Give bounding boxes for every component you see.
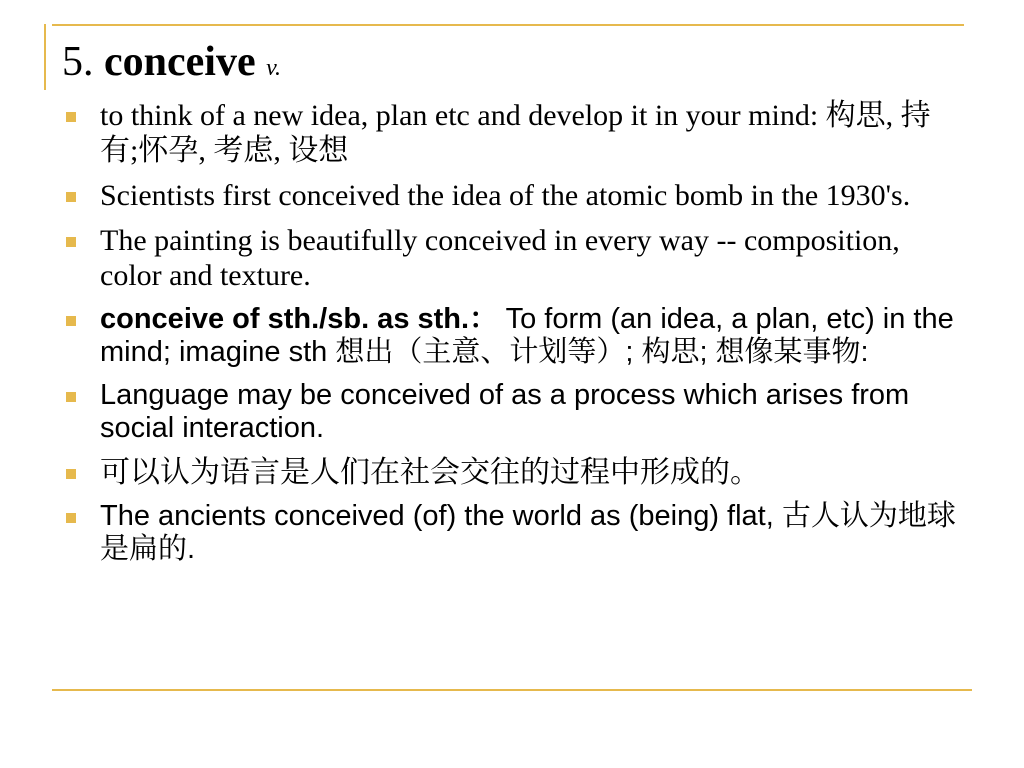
bullet-text: The ancients conceived (of) the world as (being) flat, 古人认为地球是扁的. — [100, 500, 956, 565]
square-bullet-icon — [66, 513, 76, 523]
square-bullet-icon — [66, 392, 76, 402]
bullet-example-ancients — [64, 500, 964, 566]
title-part-of-speech: v. — [266, 55, 281, 81]
bullet-definition — [64, 98, 964, 168]
bullet-text: to think of a new idea, plan etc and develop it in your mind: 构思, 持有;怀孕, 考虑, 设想 — [100, 99, 931, 167]
bullet-text: The painting is beautifully conceived in every way -- composition, color and texture. — [100, 224, 900, 292]
bullet-text: Scientists first conceived the idea of the atomic bomb in the 1930's. — [100, 179, 911, 212]
square-bullet-icon — [66, 469, 76, 479]
bullet-list — [64, 98, 964, 576]
title-word: conceive — [104, 39, 256, 85]
square-bullet-icon — [66, 316, 76, 326]
square-bullet-icon — [66, 192, 76, 202]
bullet-example-atomic-bomb — [64, 178, 964, 213]
bullet-example-painting — [64, 223, 964, 293]
bullet-text: 可以认为语言是人们在社会交往的过程中形成的。 — [100, 455, 760, 490]
bullet-phrase-conceive-of — [64, 303, 964, 369]
title-number: 5. — [62, 39, 104, 85]
top-rule — [52, 24, 964, 26]
square-bullet-icon — [66, 112, 76, 122]
bullet-text: Language may be conceived of as a process which arises from social interaction. — [100, 379, 910, 444]
bottom-rule — [52, 689, 972, 691]
left-rule — [44, 24, 46, 90]
bullet-translation-language — [64, 455, 964, 490]
bullet-example-language — [64, 379, 964, 445]
phrase-label: conceive of sth./sb. as sth.： — [100, 303, 499, 335]
slide-title — [62, 38, 281, 92]
square-bullet-icon — [66, 237, 76, 247]
bullet-text: To form (an idea, a plan, etc) in the mind; imagine sth 想出（主意、计划等）; 构思; 想像某事物: — [100, 303, 954, 368]
